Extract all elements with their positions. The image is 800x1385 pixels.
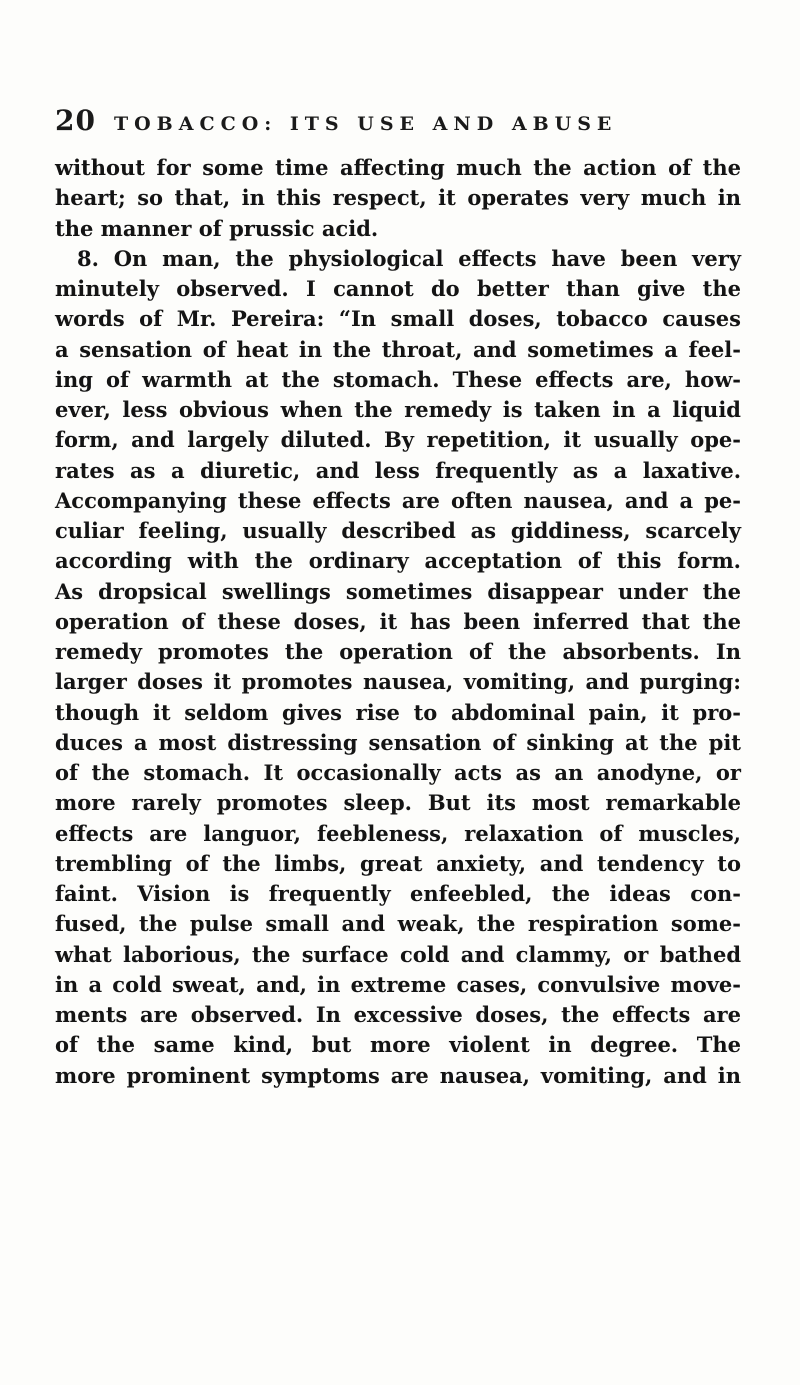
text-line: of the same kind, but more violent in degree. The: [55, 1032, 741, 1058]
text-line: more prominent symptoms are nausea, vomiting, and in: [55, 1062, 741, 1088]
text-line: rates as a diuretic, and less frequently as a laxative.: [55, 457, 741, 483]
paragraph-start-line: 8. On man, the physiological effects have been very: [77, 245, 741, 271]
text-line: heart; so that, in this respect, it operates very much in: [55, 185, 741, 211]
text-line: in a cold sweat, and, in extreme cases, convulsive move-: [55, 971, 741, 997]
text-line: a sensation of heat in the throat, and sometimes a feel-: [55, 336, 741, 362]
text-line: operation of these doses, it has been inferred that the: [55, 608, 741, 634]
text-line: though it seldom gives rise to abdominal pain, it pro-: [55, 699, 741, 725]
text-line: duces a most distressing sensation of sinking at the pit: [55, 729, 741, 755]
text-line: trembling of the limbs, great anxiety, and tendency to: [55, 850, 741, 876]
text-line: more rarely promotes sleep. But its most remarkable: [55, 790, 741, 816]
text-line: according with the ordinary acceptation of this form.: [55, 548, 741, 574]
text-line: minutely observed. I cannot do better than give the: [55, 276, 741, 301]
text-line: ever, less obvious when the remedy is taken in a liquid: [55, 397, 741, 422]
page-number: 20: [55, 104, 96, 137]
body-text: [55, 153, 741, 1091]
text-line: of the stomach. It occasionally acts as an anodyne, or: [55, 760, 741, 785]
text-line: the manner of prussic acid.: [55, 215, 379, 241]
text-line: effects are languor, feebleness, relaxation of muscles,: [55, 820, 741, 846]
text-line: what laborious, the surface cold and clammy, or bathed: [55, 941, 741, 967]
text-line: Accompanying these effects are often nausea, and a pe-: [55, 487, 741, 513]
text-line: faint. Vision is frequently enfeebled, the ideas con-: [55, 881, 741, 906]
text-line: larger doses it promotes nausea, vomiting, and purging:: [55, 669, 741, 695]
running-head: [55, 104, 755, 144]
text-line: As dropsical swellings sometimes disappear under the: [55, 578, 741, 604]
text-line: culiar feeling, usually described as giddiness, scarcely: [55, 518, 741, 543]
text-line: fused, the pulse small and weak, the respiration some-: [55, 911, 741, 937]
text-line: form, and largely diluted. By repetition, it usually ope-: [55, 427, 741, 453]
running-title: TOBACCO: ITS USE AND ABUSE: [113, 113, 618, 135]
text-line: ments are observed. In excessive doses, the effects are: [55, 1002, 741, 1027]
text-line: without for some time affecting much the action of the: [55, 155, 741, 180]
text-line: words of Mr. Pereira: “In small doses, tobacco causes: [55, 306, 741, 332]
text-line: ing of warmth at the stomach. These effects are, how-: [55, 366, 741, 392]
text-line: remedy promotes the operation of the absorbents. In: [55, 639, 741, 664]
